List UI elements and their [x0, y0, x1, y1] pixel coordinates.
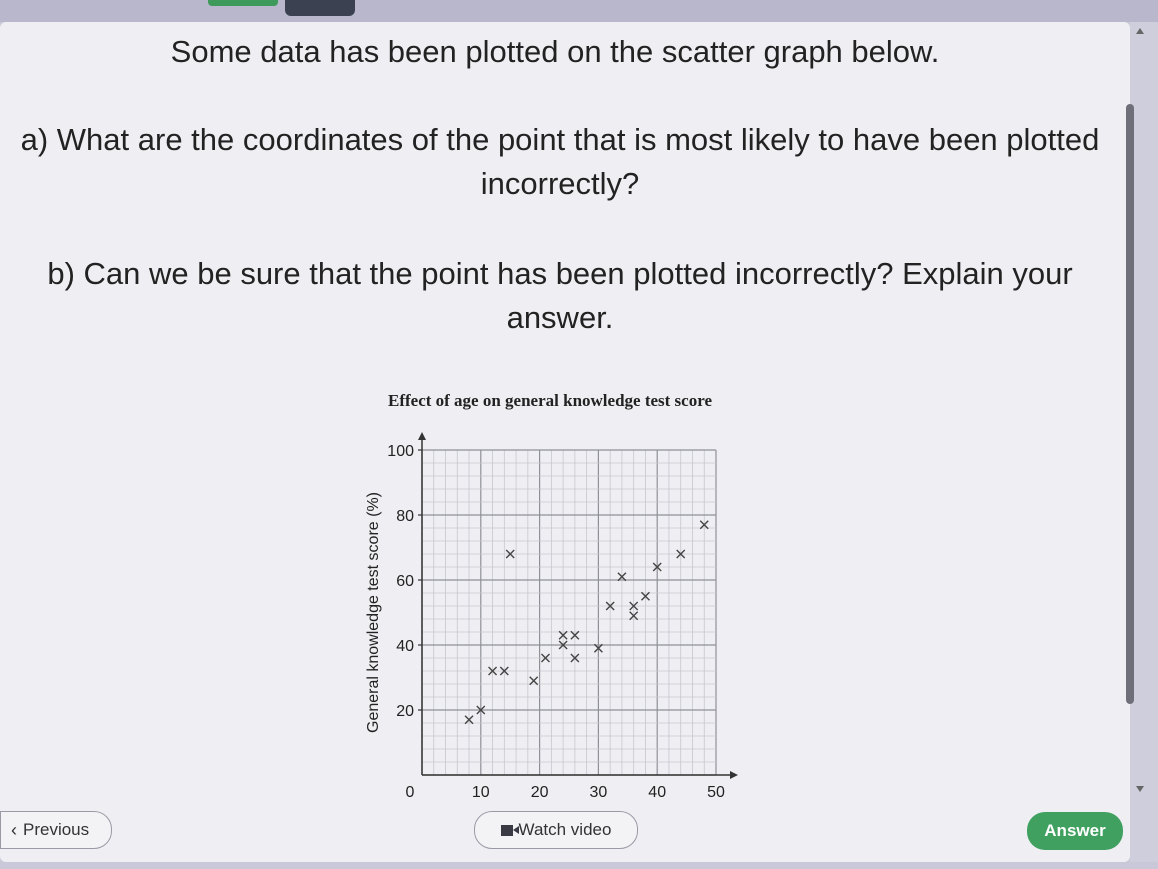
- scrollbar-track[interactable]: [1130, 22, 1158, 862]
- data-point: [530, 677, 538, 685]
- data-point-marker: [530, 677, 538, 685]
- video-icon: [501, 825, 513, 836]
- answer-label: Answer: [1044, 821, 1106, 840]
- y-axis-label: General knowledge test score (%): [365, 492, 382, 733]
- y-tick-label: 40: [396, 638, 414, 655]
- scroll-down-icon[interactable]: [1136, 786, 1144, 792]
- x-tick-label: 30: [589, 784, 608, 801]
- answer-button[interactable]: [1027, 812, 1123, 850]
- question-part-b: b) Can we be sure that the point has been plotted incorrectly? Explain your answer.: [47, 256, 1073, 335]
- chart-title: Effect of age on general knowledge test score: [387, 391, 713, 410]
- scatter-chart: [350, 385, 770, 805]
- previous-label: Previous: [23, 820, 90, 839]
- y-tick-label: 100: [387, 443, 414, 460]
- watch-video-label: Watch video: [518, 820, 612, 839]
- x-axis-arrow: [730, 771, 738, 779]
- scroll-up-icon[interactable]: [1136, 28, 1144, 34]
- previous-button[interactable]: [0, 811, 112, 849]
- active-tab[interactable]: [285, 0, 355, 16]
- x-tick-label: 10: [471, 784, 490, 801]
- question-intro: Some data has been plotted on the scatter graph below.: [170, 34, 940, 69]
- progress-tab: [208, 0, 278, 6]
- x-tick-label: 50: [707, 784, 725, 801]
- y-tick-label: 60: [396, 573, 414, 590]
- chart-svg: [350, 385, 770, 805]
- y-tick-label: 20: [396, 703, 414, 720]
- scrollbar-thumb[interactable]: [1126, 104, 1134, 704]
- watch-video-button[interactable]: [474, 811, 638, 849]
- y-tick-label: 80: [396, 508, 414, 525]
- browser-top-bar: [0, 0, 1158, 22]
- y-axis-arrow: [418, 432, 426, 440]
- chevron-left-icon: ‹: [11, 819, 17, 840]
- question-part-a: a) What are the coordinates of the point that is most likely to have been plotted incorrectly?: [20, 122, 1100, 201]
- x-tick-label: 20: [530, 784, 549, 801]
- x-tick-label: 0: [405, 784, 415, 801]
- x-tick-label: 40: [648, 784, 667, 801]
